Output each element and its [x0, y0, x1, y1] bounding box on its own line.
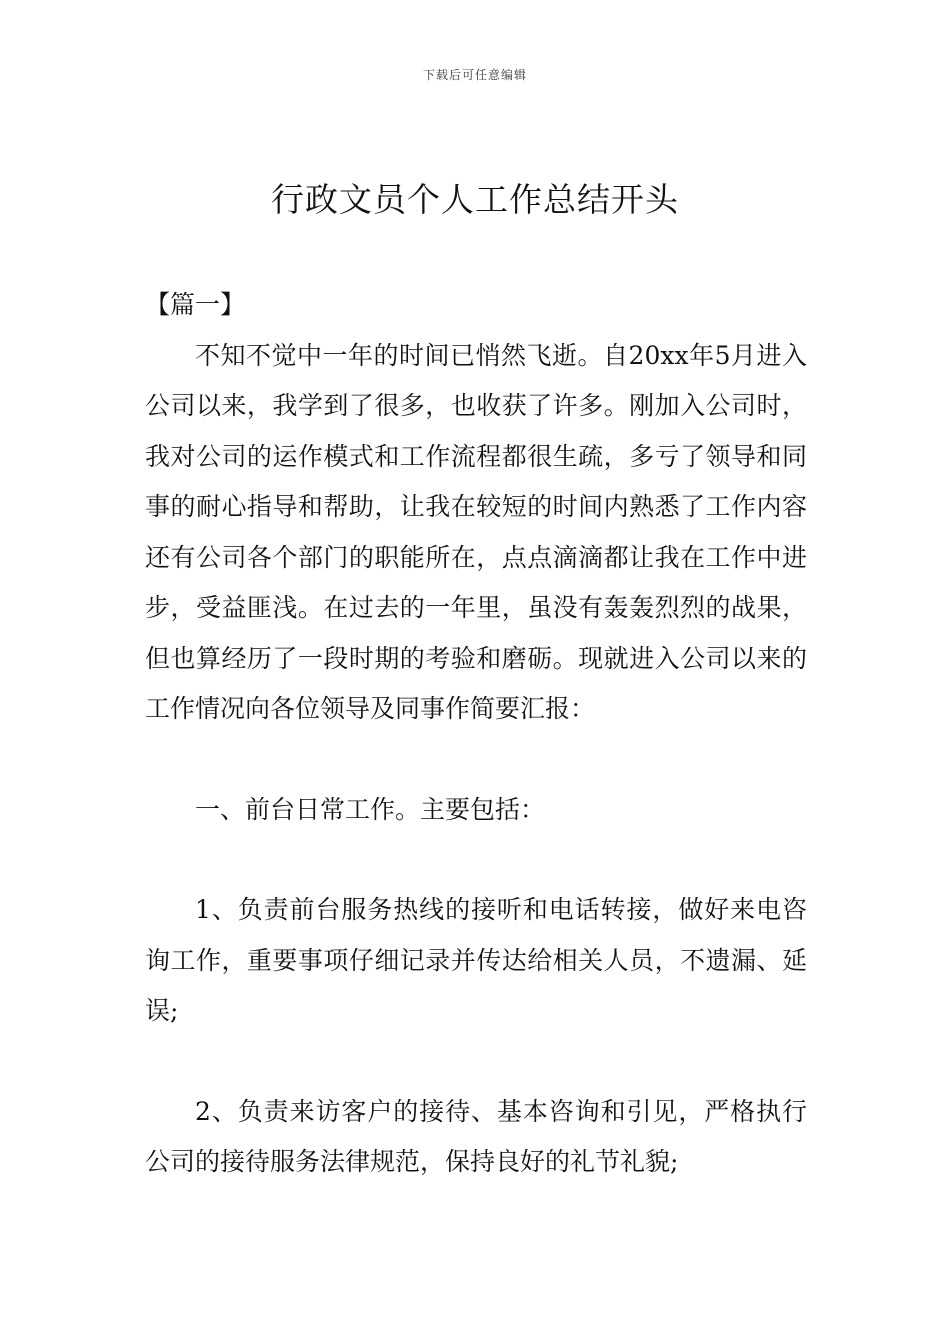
document-title: 行政文员个人工作总结开头 [271, 180, 679, 219]
document-body [145, 280, 807, 1188]
paragraph-item-2: 2、负责来访客户的接待、基本咨询和引见，严格执行公司的接待服务法律规范，保持良好的礼节礼貌; [145, 1096, 807, 1176]
paragraph-intro: 不知不觉中一年的时间已悄然飞逝。自20xx年5月进入公司以来，我学到了很多，也收获了许多。刚加入公司时，我对公司的运作模式和工作流程都很生疏，多亏了领导和同事的耐心指导和帮助，让我在较短的时间内熟悉了工作内容还有公司各个部门的职能所在，点点滴滴都让我在工作中进步，受益匪浅。在过去的一年里，虽没有轰轰烈烈的战果，但也算经历了一段时期的考验和磨砺。现就进入公司以来的工作情况向各位领导及同事作简要汇报： [145, 340, 807, 723]
header-note: 下载后可任意编辑 [422, 68, 527, 82]
paragraph-item-1: 1、负责前台服务热线的接听和电话转接，做好来电咨询工作，重要事项仔细记录并传达给相关人员，不遗漏、延误; [145, 895, 807, 1025]
paragraph-heading-front-desk: 一、前台日常工作。主要包括： [195, 794, 546, 824]
section-label: 【篇一】 [145, 290, 246, 319]
